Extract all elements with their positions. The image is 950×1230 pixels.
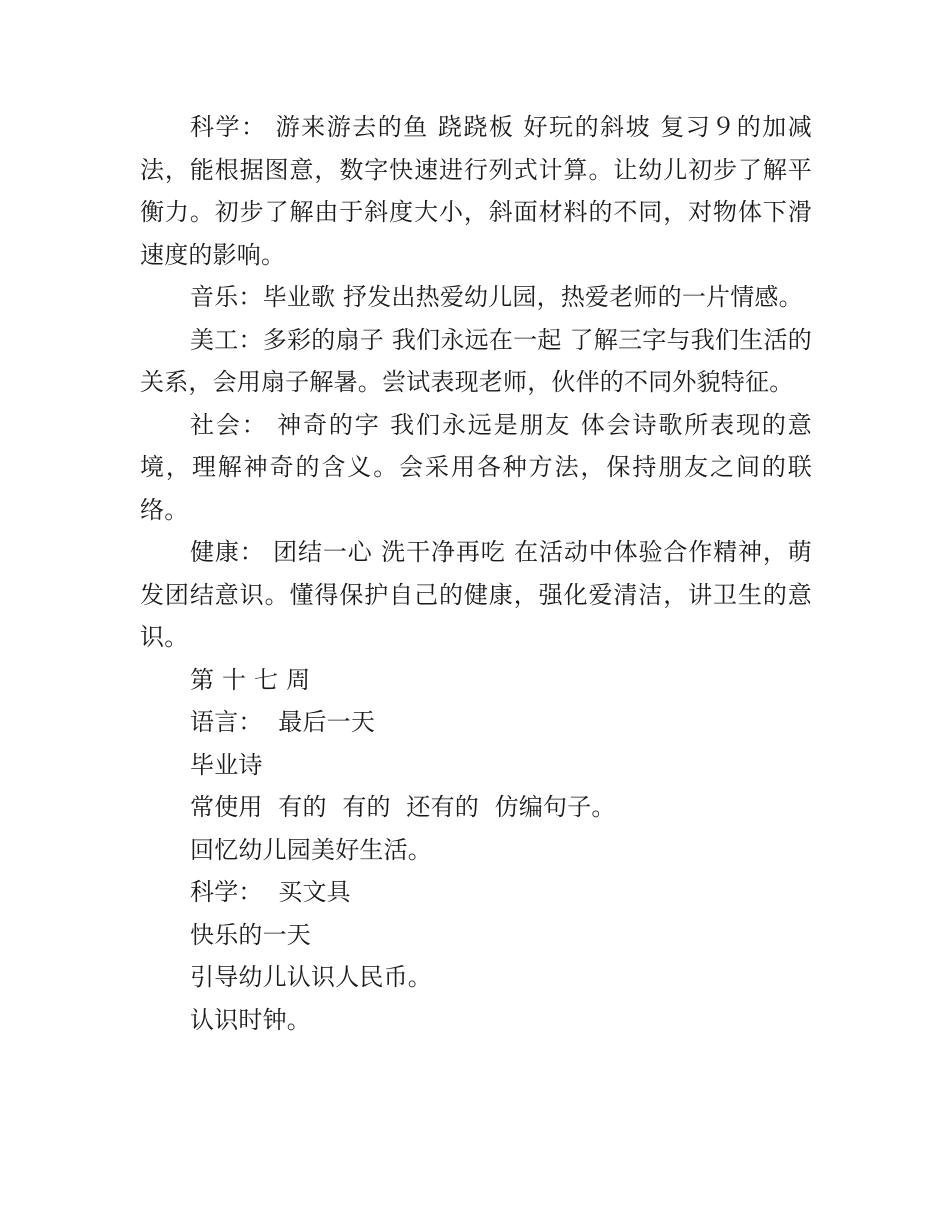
science-stationery-line: 科学： 买文具 <box>190 878 351 906</box>
paragraph-art: 美工：多彩的扇子 我们永远在一起 了解三字与我们生活的关系，会用扇子解暑。尝试表现老师，伙伴的不同外貌特征。 <box>140 325 812 396</box>
currency-line: 引导幼儿认识人民币。 <box>190 963 432 991</box>
paragraph-science: 科学： 游来游去的鱼 跷跷板 好玩的斜坡 复习９的加减法，能根据图意，数字快速进行列式计算。让幼儿初步了解平衡力。初步了解由于斜度大小，斜面材料的不同，对物体下滑速度的影响。 <box>140 113 812 269</box>
paragraph-health: 健康： 团结一心 洗干净再吃 在活动中体验合作精神，萌发团结意识。懂得保护自己的健康，强化爱清洁，讲卫生的意识。 <box>140 538 812 651</box>
paragraph-society: 社会： 神奇的字 我们永远是朋友 体会诗歌所表现的意境，理解神奇的含义。会采用各种方法，保持朋友之间的联络。 <box>140 410 812 524</box>
week-heading: 第 十 七 周 <box>190 665 311 694</box>
language-line: 语言： 最后一天 <box>190 708 376 736</box>
graduation-poem-line: 毕业诗 <box>190 750 263 779</box>
clock-line: 认识时钟。 <box>190 1005 311 1034</box>
memory-line: 回忆幼儿园美好生活。 <box>190 835 432 864</box>
sentence-practice-line: 常使用 有的 有的 还有的 仿编句子。 <box>190 793 616 821</box>
document-body <box>140 106 812 1041</box>
paragraph-music: 音乐：毕业歌 抒发出热爱幼儿园，热爱老师的一片情感。 <box>190 283 803 311</box>
happy-day-line: 快乐的一天 <box>190 920 311 949</box>
